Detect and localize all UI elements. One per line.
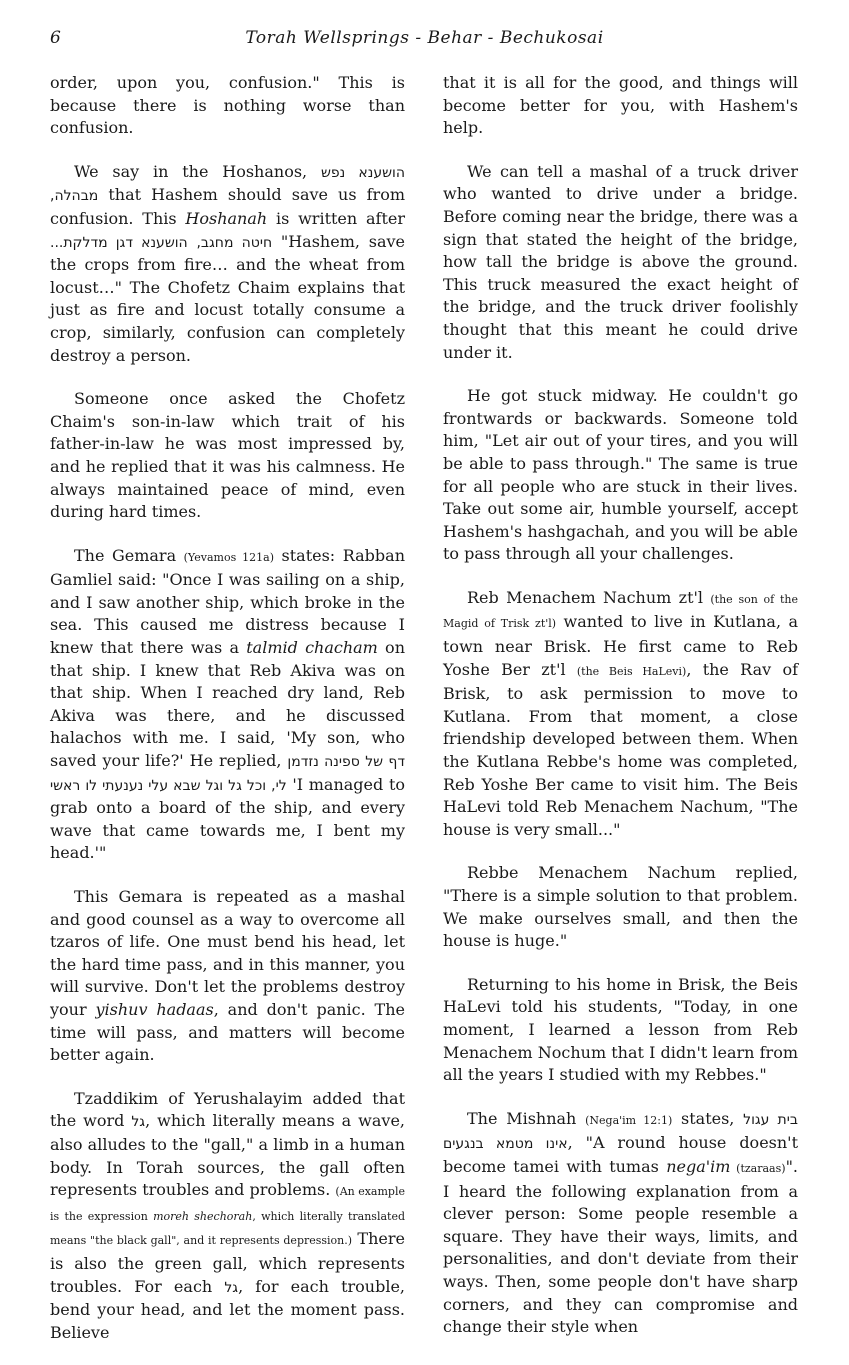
paragraph: The Gemara (Yevamos 121a) states: Rabban Gamliel said: "Once I was sailing on a ship, and I saw another ship, which broke in the sea. This caused me distress because I knew that there was a talmid chacham on that ship. I knew that Reb Akiva was on that ship. When I reached dry land, Reb Akiva was there, and he discussed halachos with me. I said, 'My son, who saved your life?' He replied, דף של ספינה נזדמן לי, וכל גל וגל שבא עלי נענעתי לו ראשי 'I managed to grab onto a board of the ship, and every wave that came towards me, I bent my head.'" — [50, 545, 406, 863]
paragraph: Someone once asked the Chofetz Chaim's son-in-law which trait of his father-in-law he was most impressed by, and he replied that it was his calmness. He always maintained peace of mind, even during hard times. — [50, 389, 405, 522]
paragraph: Reb Menachem Nachum zt'l (the son of the Magid of Trisk zt'l) wanted to live in Kutlana, a town near Brisk. He first came to Reb Yoshe Ber zt'l (the Beis HaLevi), the Rav of Brisk, to ask permission to move to Kutlana. From that moment, a close friendship developed between them. When the Kutlana Rebbe's home was completed, Reb Yoshe Ber came to visit him. The Beis HaLevi told Reb Menachem Nachum, "The house is very small..." — [443, 587, 799, 839]
running-title: Torah Wellsprings - Behar - Bechukosai — [245, 28, 604, 48]
page-number: 6 — [50, 28, 61, 48]
page-header — [0, 28, 849, 52]
paragraph: We can tell a mashal of a truck driver who wanted to drive under a bridge. Before coming near the bridge, there was a sign that stated the height of the bridge, how tall the bridge is above the ground. This truck measured the exact height of the bridge, and the truck driver foolishly thought that this meant he could drive under it. — [443, 161, 798, 362]
paragraph: Rebbe Menachem Nachum replied, "There is a simple solution to that problem. We make ourselves small, and then the house is huge." — [443, 863, 798, 951]
paragraph: He got stuck midway. He couldn't go frontwards or backwards. Someone told him, "Let air out of your tires, and you will be able to pass through." The same is true for all people who are stuck in their lives. Take out some air, humble yourself, accept Hashem's hashgachah, and you will be able to pass through all your challenges. — [443, 386, 798, 564]
paragraph: order, upon you, confusion." This is because there is nothing worse than confusion. — [50, 73, 405, 138]
right-column — [443, 72, 798, 1360]
paragraph: This Gemara is repeated as a mashal and good counsel as a way to overcome all tzaros of life. One must bend his head, let the hard time pass, and in this manner, you will survive. Don't let the problems destroy your yishuv hadaas, and don't panic. The time will pass, and matters will become better again. — [50, 887, 406, 1065]
paragraph: that it is all for the good, and things will become better for you, with Hashem's help. — [443, 73, 798, 138]
paragraph: Returning to his home in Brisk, the Beis HaLevi told his students, "Today, in one moment, I learned a lesson from Reb Menachem Nochum that I didn't learn from all the years I studied with my Rebbes." — [443, 974, 798, 1085]
paragraph: Tzaddikim of Yerushalayim added that the word גל, which literally means a wave, also alludes to the "gall," a limb in a human body. In Torah sources, the gall often represents troubles and problems. (An example is the expression moreh shechorah, which literally translated means "the black gall", and it represents depression.) There is also the green gall, which represents troubles. For each גל, for each trouble, bend your head, and let the moment pass. Believe — [50, 1088, 405, 1342]
paragraph: We say in the Hoshanos, הושענא נפש מבהלה, that Hashem should save us from confusion. This Hoshanah is written after הושענא דגן מדלקת... חיטה מחגב, "Hashem, save the crops from fire… and the wheat from locust…" The Chofetz Chaim explains that just as fire and locust totally consume a crop, similarly, confusion can completely destroy a person. — [50, 161, 406, 365]
left-column — [50, 72, 405, 1365]
paragraph: The Mishnah (Nega'im 12:1) states, בית עגול אינו מטמא בנגעים, "A round house doesn't become tamei with tumas nega'im (tzaraas)". I heard the following explanation from a clever person: Some people resemble a square. They have their ways, limits, and personalities, and don't deviate from their ways. Then, some people don't have sharp corners, and they can compromise and change their style when — [443, 1108, 799, 1337]
